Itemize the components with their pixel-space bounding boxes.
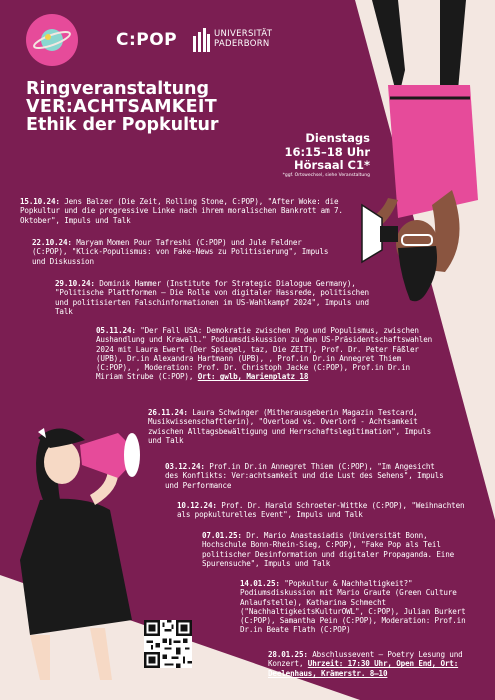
event-title [26,80,256,134]
header-logos [26,14,473,69]
event-text: Dominik Hammer (Institute for Strategic Dialogue Germany), "Politische Plattformen – Die Rolle von digitaler Hassrede, politischen und politisierten Falschinformationen im US-Wahlkampf 2024", Impuls und Talk [55,279,369,316]
event-date: 26.11.24: [148,408,188,417]
title-line-3: Ethik der Popkultur [26,115,219,135]
title-line-1: Ringveranstaltung [26,79,210,99]
event-entry [20,197,376,225]
event-date: 22.10.24: [32,238,72,247]
event-date: 29.10.24: [55,279,95,288]
event-date: 15.10.24: [20,197,60,206]
event-entry [268,650,490,678]
event-entry [148,408,448,445]
university-mark-icon [193,28,210,52]
megaphone-handle [380,226,398,242]
event-text: Maryam Momen Pour Tafreshi (C:POP) und Jule Feldner (C:POP), "Klick-Populismus: von Fake-News zu Politisierung", Impuls und Diskussion [32,238,329,266]
event-date: 05.11.24: [96,326,136,335]
schedule-info [190,132,370,179]
event-entry [240,579,480,635]
event-date: 07.01.25: [202,531,242,540]
title-line-2: VER:ACHTSAMKEIT [26,97,217,117]
schedule-day: Dienstags [305,131,370,145]
megaphone-mouth [124,433,140,477]
event-entry [55,279,380,316]
event-text: Laura Schwinger (Mitherausgeberin Magazin Testcard, Musikwissenschaftlerin), "Overload vs. Overlord - Achtsamkeit zwischen Alltagsbewältigung und Herrschaftslegitimation", Impuls und Talk [148,408,431,445]
event-date: 03.12.24: [165,462,205,471]
event-entry [177,501,467,520]
schedule-note: *ggf. Ortswechsel, siehe Veranstaltung [282,172,370,178]
event-text: "Der Fall USA: Demokratie zwischen Pop und Populismus, zwischen Aushandlung und Krawall." Podiumsdiskussion zu den US-Präsidentschaftswahlen 2024 mit Laura Ewert (Der Spiegel, taz, Die ZEIT), Prof. Dr. Peter Fäßler (UPB), Dr.in Alexandra Hartmann (UPB), , Prof.in Dr.in Annegret Thiem (C:POP), , Moderation: Prof. Dr. Christoph Jacke (C:POP), Prof.in Dr.in Miriam Strube (C:POP), [96,326,433,382]
cpop-logo: C:POP [116,30,178,50]
schedule-room: Hörsaal C1* [294,158,370,172]
event-date: 14.01.25: [240,579,280,588]
event-text: Jens Balzer (Die Zeit, Rolling Stone, C:POP), "After Woke: die Popkultur und die progressive Linke nach ihrem moralischen Bankrott am 7. Oktober", Impuls und Talk [20,197,343,225]
event-text: Prof. Dr. Harald Schroeter-Wittke (C:POP), "Weihnachten als popkulturelles Event", Impuls und Talk [177,501,465,520]
event-entry [202,531,472,568]
event-date: 28.01.25: [268,650,308,659]
event-location: Uhrzeit: 17:30 Uhr, Open End, Ort: Deelenhaus, Krämerstr. 8–10 [268,659,459,678]
qr-code-icon[interactable] [144,620,192,668]
event-text: Dr. Mario Anastasiadis (Universität Bonn, Hochschule Bonn-Rhein-Sieg, C:POP), "Fake Pop als Teil politischer Desinformation und digitaler Propaganda. Eine Spurensuche", Impuls und Talk [202,531,455,568]
event-date: 10.12.24: [177,501,217,510]
university-logo-text: UNIVERSITÄT PADERBORN [214,29,273,49]
event-text: Abschlussevent – Poetry Lesung und Konzert, [268,650,463,669]
event-location: Ort: gwlb, Marienplatz 18 [197,372,309,382]
event-entry [165,462,450,490]
planet-logo-icon [26,14,78,66]
university-logo [193,26,273,56]
event-text: Prof.in Dr.in Annegret Thiem (C:POP), "Im Angesicht des Konflikts: Ver:achtsamkeit und die Lust des Sehens", Impuls und Performance [165,462,444,490]
event-entry [32,238,332,266]
schedule-time: 16:15–18 Uhr [284,144,370,159]
event-text: "Popkultur & Nachhaltigkeit?" Podiumsdiskussion mit Mario Graute (Green Culture Anlaufstelle), Katharina Schmecht ("NachhaltigkeitsKulturOWL", C:POP), Julian Burkert (C:POP), Samantha Pein (C:POP), Moderation: Prof.in Dr.in Beate Flath (C:POP) [240,579,466,635]
pink-dress [388,85,478,218]
event-entry [96,326,436,382]
